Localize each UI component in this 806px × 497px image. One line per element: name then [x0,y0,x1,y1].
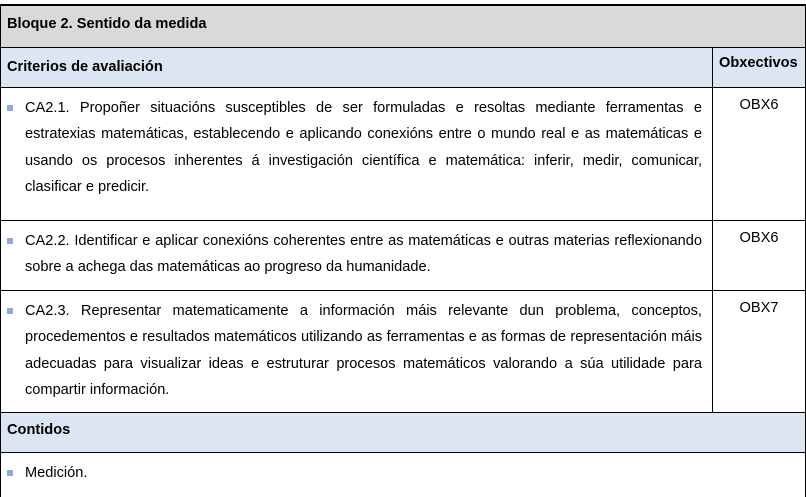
criteria-row [1,220,806,290]
contents-title: Contidos [1,412,806,452]
block-title-row [1,5,806,47]
criteria-header-row [1,47,806,87]
curriculum-block [0,4,806,497]
criteria-column-header: Criterios de avaliación [1,47,713,87]
square-bullet-icon [7,470,13,476]
criteria-row [1,87,806,220]
square-bullet-icon [7,308,13,314]
criteria-cell [1,220,713,290]
contents-item-row [1,452,806,497]
objective-cell: OBX6 [713,87,806,220]
square-bullet-icon [7,105,13,111]
criteria-table [0,4,806,497]
square-bullet-icon [7,238,13,244]
objective-cell: OBX7 [713,290,806,412]
objectives-column-header: Obxectivos [713,47,806,87]
contents-header-row [1,412,806,452]
criteria-cell [1,87,713,220]
criteria-text: CA2.2. Identificar e aplicar conexións coherentes entre as matemáticas e outras materias reflexionando sobre a achega das matemáticas ao progreso da humanidade. [25,232,702,275]
contents-item-text: Medición. [25,464,88,481]
criteria-text: CA2.3. Representar matematicamente a información máis relevante dun problema, conceptos, procedementos e resultados matemáticos utilizando as ferramentas e as formas de representación máis adecuadas para visualizar ideas e estruturar procesos matemáticos valorando a súa utilidade para compartir información. [25,302,702,398]
criteria-text: CA2.1. Propoñer situacións susceptibles de ser formuladas e resoltas mediante ferramentas e estratexias matemáticas, establecendo e aplicando conexións entre o mundo real e as matemáticas e usando os procesos inherentes á investigación científica e matemática: inferir, medir, comunicar, clasificar e predicir. [25,99,702,195]
contents-cell [1,452,806,497]
criteria-cell [1,290,713,412]
block-title: Bloque 2. Sentido da medida [1,5,806,47]
criteria-row [1,290,806,412]
objective-cell: OBX6 [713,220,806,290]
